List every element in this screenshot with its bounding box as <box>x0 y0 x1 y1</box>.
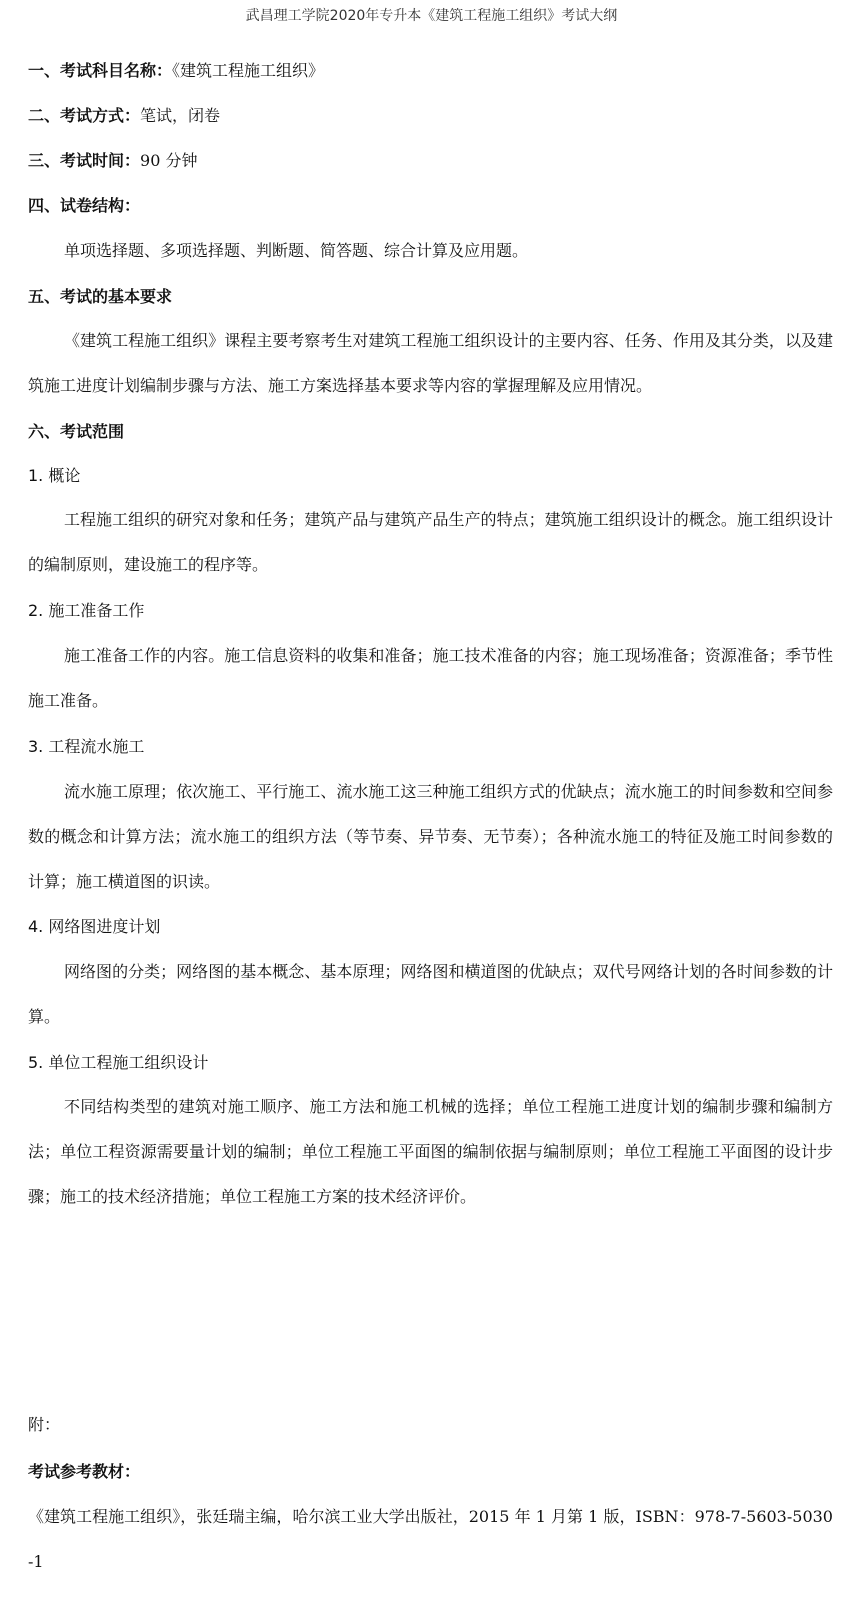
appendix-label: 附： <box>28 1415 61 1434</box>
topic-5-text: 不同结构类型的建筑对施工顺序、施工方法和施工机械的选择；单位工程施工进度计划的编制步骤和编制方法；单位工程资源需要量计划的编制；单位工程施工平面图的编制依据与编制原则；单位工程施工平面图的设计步骤；施工的技术经济措施；单位工程施工方案的技术经济评价。 <box>28 1097 833 1206</box>
topic-3-text: 流水施工原理；依次施工、平行施工、流水施工这三种施工组织方式的优缺点；流水施工的时间参数和空间参数的概念和计算方法；流水施工的组织方法（等节奏、异节奏、无节奏）；各种流水施工的特征及施工时间参数的计算；施工横道图的识读。 <box>28 782 833 891</box>
section-5-heading: 五、考试的基本要求 <box>28 287 173 306</box>
topic-2-text: 施工准备工作的内容。施工信息资料的收集和准备；施工技术准备的内容；施工现场准备；资源准备；季节性施工准备。 <box>28 646 833 710</box>
section-1 <box>28 58 324 81</box>
topic-1-title: 1. 概论 <box>28 466 81 485</box>
section-4-heading: 四、试卷结构： <box>28 196 141 215</box>
reference-text: 《建筑工程施工组织》，张廷瑞主编，哈尔滨工业大学出版社，2015 年 1 月第 1 版，ISBN：978-7-5603-5030-1 <box>28 1507 833 1571</box>
section-2-label: 二、考试方式： <box>28 106 141 125</box>
section-3-label: 三、考试时间： <box>28 151 141 170</box>
section-4-text: 单项选择题、多项选择题、判断题、简答题、综合计算及应用题。 <box>64 241 529 260</box>
section-2-value: 笔试，闭卷 <box>140 106 221 125</box>
reference-heading: 考试参考教材： <box>28 1462 141 1481</box>
document-header: 武昌理工学院2020年专升本《建筑工程施工组织》考试大纲 <box>245 8 618 24</box>
section-6-heading: 六、考试范围 <box>28 422 125 441</box>
topic-5-title: 5. 单位工程施工组织设计 <box>28 1053 209 1072</box>
topic-3-title: 3. 工程流水施工 <box>28 737 145 756</box>
section-1-value: 《建筑工程施工组织》 <box>172 61 325 80</box>
topic-2-title: 2. 施工准备工作 <box>28 601 145 620</box>
topic-1-text: 工程施工组织的研究对象和任务；建筑产品与建筑产品生产的特点；建筑施工组织设计的概念。施工组织设计的编制原则，建设施工的程序等。 <box>28 510 833 574</box>
section-5-text: 《建筑工程施工组织》课程主要考察考生对建筑工程施工组织设计的主要内容、任务、作用及其分类，以及建筑施工进度计划编制步骤与方法、施工方案选择基本要求等内容的掌握理解及应用情况。 <box>28 331 833 395</box>
topic-4-title: 4. 网络图进度计划 <box>28 917 161 936</box>
section-3-value: 90 分钟 <box>140 151 198 170</box>
section-1-label: 一、考试科目名称： <box>28 61 173 80</box>
topic-4-text: 网络图的分类；网络图的基本概念、基本原理；网络图和横道图的优缺点；双代号网络计划的各时间参数的计算。 <box>28 962 833 1026</box>
section-2 <box>28 103 220 126</box>
section-3 <box>28 148 197 171</box>
